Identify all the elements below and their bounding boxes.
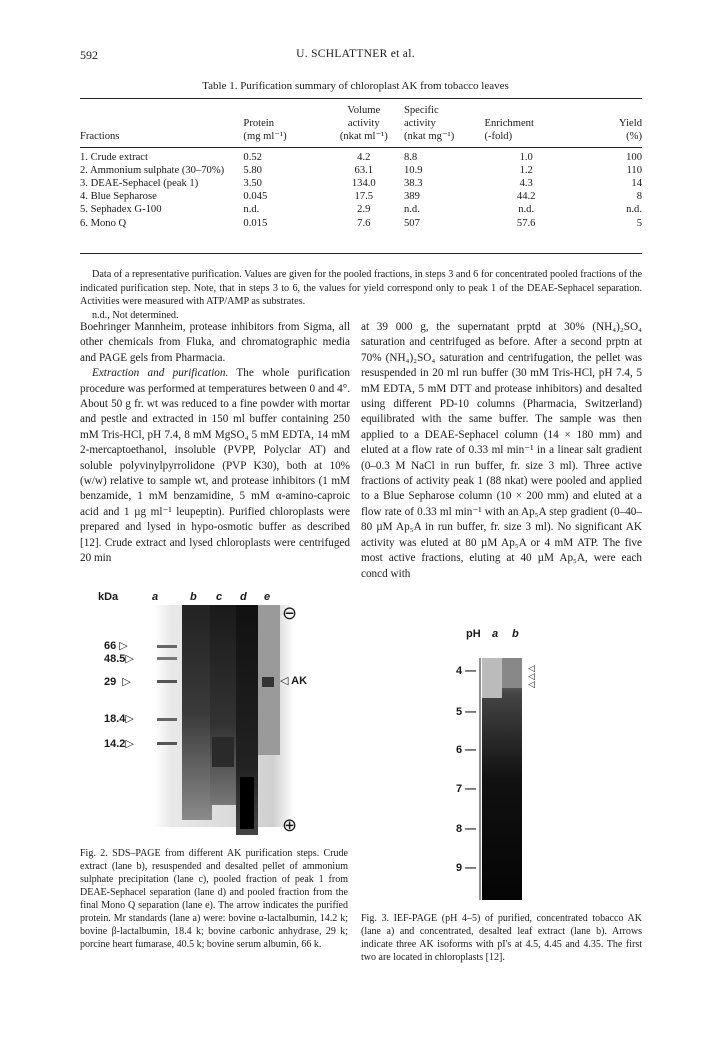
table-header-row <box>80 117 642 130</box>
cathode-minus-symbol: ⊖ <box>282 603 298 623</box>
cell-protein: 0.52 <box>243 151 262 163</box>
figure-2-gel <box>98 577 342 839</box>
cell-specific-activity: 38.3 <box>403 178 423 190</box>
ph-tick-7: 7 — <box>456 783 477 795</box>
cell-volume-activity: 63.1 <box>354 164 374 176</box>
paragraph: at 39 000 g, the supernatant prptd at 30% (NH₄)₂SO₄ saturation and centrifuged as before. After a second prptn at 70% (NH₄)₂SO₄ saturation and centrifugation, the pellet was resuspended in 20 ml run buffer (30 mM Tris-HCl, pH 7.4, 5 mM EDTA, 5 mM DTT and protease inhibitors) and desalted using different PD-10 columns (Pharmacia, Switzerland) equilibrated with the same buffer. The sample was then applied to a DEAE-Sephacel column (14 × 180 mm) and eluted at a flow rate of 0.33 ml min⁻¹ in a linear salt gradient (0–0.3 M NaCl in run buffer, fr. size 3 ml). Three active fractions of activity peak 1 (88 nkat) were pooled and applied to a Blue Sepharose column (10 × 200 mm) and eluted at a flow rate of 0.33 ml min⁻¹ with an Ap₅A step gradient (0–40–80 µM Ap₅A in run buffer, fr. size 3 ml). No significant AK activity was eluted at 80 µM Ap₅A or 4 mM ATP. The five most active fractions, eluting at 40 µM Ap₅A, were each concd with <box>361 321 642 580</box>
marker-66: 66 ▷ <box>104 640 128 652</box>
table-footnote: Data of a representative purification. Values are given for the pooled fractions, in steps 3 and 6 for concentrated pooled fractions of the indicated purification step. Note, that in steps 3 to 6, the values for yield correspond only to peak 1 of the DEAE-Sephacel separation. Activities were measured with ATP/AMP as substrates. <box>80 269 642 308</box>
cell-yield: n.d. <box>626 204 642 216</box>
lane-label-a: a <box>492 628 499 640</box>
ph-tick-6: 6 — <box>456 744 477 756</box>
ph-label: pH <box>466 628 481 640</box>
cell-enrichment: 4.3 <box>519 178 533 190</box>
ak-arrow-label: ◁ AK <box>280 675 308 687</box>
kda-label: kDa <box>98 591 119 603</box>
ph-tick-4: 4 — <box>456 665 477 677</box>
figure-3-gel <box>448 628 568 902</box>
ph-tick-9: 9 — <box>456 862 477 874</box>
header-protein: Protein <box>243 118 275 130</box>
figure-3-caption <box>361 912 642 964</box>
header-enrichment-unit: (-fold) <box>484 131 513 143</box>
section-heading: Extraction and purification. <box>92 367 229 380</box>
table-title: Table 1. Purification summary of chloroplast AK from tobacco leaves <box>202 80 509 92</box>
cell-fraction: 4. Blue Sepharose <box>80 191 157 203</box>
caption-text: Fig. 2. SDS–PAGE from different AK purification steps. Crude extract (lane b), resuspended and desalted pellet of ammonium sulphate precipitation (lane c), pooled fraction of peak 1 from DEAE-Sephacel separation (lane d) and pooled fraction from the final Mono Q separation (lane e). The arrow indicates the purified protein. Mr standards (lane a) were: bovine α-lactalbumin, 14.2 k; bovine β-lactalbumin, 18.4 k; bovine carbonic anhydrase, 29 k; porcine heart fumarase, 40.5 k; bovine serum albumin, 66 k. <box>80 848 348 950</box>
running-author: U. SCHLATTNER et al. <box>296 48 415 60</box>
header-enrichment: Enrichment <box>484 118 534 130</box>
header-yield: Yield <box>619 118 642 130</box>
cell-yield: 110 <box>626 164 642 176</box>
paragraph: Boehringer Mannheim, protease inhibitors from Sigma, all other chemicals from Fluka, and chromatographic media and PAGE gels from Pharmacia. <box>80 321 350 364</box>
cell-specific-activity: 10.9 <box>403 164 423 176</box>
cell-fraction: 3. DEAE-Sephacel (peak 1) <box>80 178 199 190</box>
ph-tick-8: 8 — <box>456 823 477 835</box>
cell-specific-activity: 507 <box>403 217 420 229</box>
lane-label-b: b <box>512 628 519 640</box>
header-specific-unit: (nkat mg⁻¹) <box>403 131 455 143</box>
header-protein-unit: (mg ml⁻¹) <box>243 131 287 143</box>
header-specific: Specific <box>403 105 439 116</box>
marker-29: 29 ▷ <box>104 676 131 688</box>
cell-fraction: 2. Ammonium sulphate (30–70%) <box>80 164 225 176</box>
caption-text: Fig. 3. IEF-PAGE (pH 4–5) of purified, concentrated tobacco AK (lane a) and concentrated, desalted leaf extract (lane b). Arrows indicate three AK isoforms with pI's at 4.5, 4.45 and 4.35. The first two are located in chloroplasts [12]. <box>361 913 642 963</box>
table-bottom-rule <box>80 253 642 254</box>
header-volume: Volume <box>347 105 381 116</box>
marker-48-5: 48.5▷ <box>104 653 134 665</box>
ph-tick-5: 5 — <box>456 706 477 718</box>
marker-14-2: 14.2▷ <box>104 738 134 750</box>
cell-fraction: 1. Crude extract <box>80 151 148 163</box>
table-top-rule <box>80 98 642 99</box>
header-fractions: Fractions <box>80 131 120 143</box>
cell-volume-activity: 4.2 <box>357 151 371 163</box>
header-volume-unit: (nkat ml⁻¹) <box>339 131 388 143</box>
cell-protein: n.d. <box>243 204 260 216</box>
cell-specific-activity: n.d. <box>403 204 420 216</box>
cell-volume-activity: 7.6 <box>357 217 371 229</box>
cell-protein: 0.045 <box>243 191 268 203</box>
cell-yield: 5 <box>636 217 642 229</box>
cell-protein: 3.50 <box>243 178 262 190</box>
cell-enrichment: n.d. <box>518 204 535 216</box>
cell-fraction: 6. Mono Q <box>80 217 127 229</box>
cell-volume-activity: 134.0 <box>351 178 376 190</box>
body-right-column <box>361 320 642 582</box>
table-notes <box>80 268 642 322</box>
cell-yield: 8 <box>636 191 642 203</box>
body-left-column <box>80 320 350 567</box>
header-yield-unit: (%) <box>626 131 642 143</box>
table-row <box>80 177 642 190</box>
cell-specific-activity: 389 <box>403 191 420 203</box>
cell-specific-activity: 8.8 <box>403 151 418 163</box>
cell-volume-activity: 17.5 <box>354 191 374 203</box>
table-row <box>80 164 642 177</box>
lane-label-b: b <box>190 591 197 603</box>
paragraph <box>80 366 350 566</box>
lane-label-d: d <box>240 591 247 603</box>
table-row <box>80 217 642 230</box>
isoform-arrows-icon: ◁ ◁ ◁ <box>528 663 535 689</box>
lane-label-c: c <box>216 591 223 603</box>
cell-protein: 0.015 <box>243 217 268 229</box>
marker-18-4: 18.4▷ <box>104 713 134 725</box>
table-row <box>80 203 642 216</box>
table-row <box>80 190 642 203</box>
header-activity: activity <box>347 118 380 130</box>
page-number: 592 <box>80 48 98 62</box>
cell-enrichment: 1.2 <box>519 164 533 176</box>
table-abbrev: n.d., Not determined. <box>92 309 179 321</box>
paragraph-text: The whole purification procedure was performed at temperatures between 0 and 4°. About 50 g fr. wt was reduced to a fine powder with mortar and pestle and extracted in 150 ml buffer containing 250 mM Tris-HCl, pH 7.4, 8 mM MgSO₄ 5 mM EDTA, 14 mM 2-mercaptoethanol, insoluble (PVPP, Polyclar AT) and soluble polyvinylpyrrolidone (PVP K30), both at 10% (w/w) relative to sample wt, and protease inhibitors (1 mM benzamide, 1 mM benzamidine, 5 mM α-amino-caproic acid and 1 µg ml⁻¹ leupeptin). Purified chloroplasts were prepared and lysed in hypo-osmotic buffer as described [12]. Crude extract and lysed chloroplasts were centrifuged 20 min <box>80 367 350 565</box>
cell-volume-activity: 2.9 <box>357 204 371 216</box>
lane-label-e: e <box>264 591 271 603</box>
table-header-row <box>80 130 642 147</box>
sds-page-gel-image <box>112 577 342 839</box>
lane-label-a: a <box>152 591 159 603</box>
table-header-row <box>80 104 642 117</box>
anode-plus-symbol: ⊕ <box>282 815 298 835</box>
cell-yield: 100 <box>626 151 642 163</box>
header-activity-2: activity <box>403 118 436 130</box>
purification-table <box>80 104 642 230</box>
table-row <box>80 147 642 164</box>
cell-fraction: 5. Sephadex G-100 <box>80 204 162 216</box>
cell-enrichment: 57.6 <box>516 217 536 229</box>
cell-protein: 5.80 <box>243 164 262 176</box>
cell-yield: 14 <box>631 178 642 190</box>
figure-2-caption <box>80 847 348 951</box>
arrow-left-icon: ◁ <box>280 675 289 687</box>
cell-enrichment: 44.2 <box>516 191 536 203</box>
cell-enrichment: 1.0 <box>519 151 533 163</box>
